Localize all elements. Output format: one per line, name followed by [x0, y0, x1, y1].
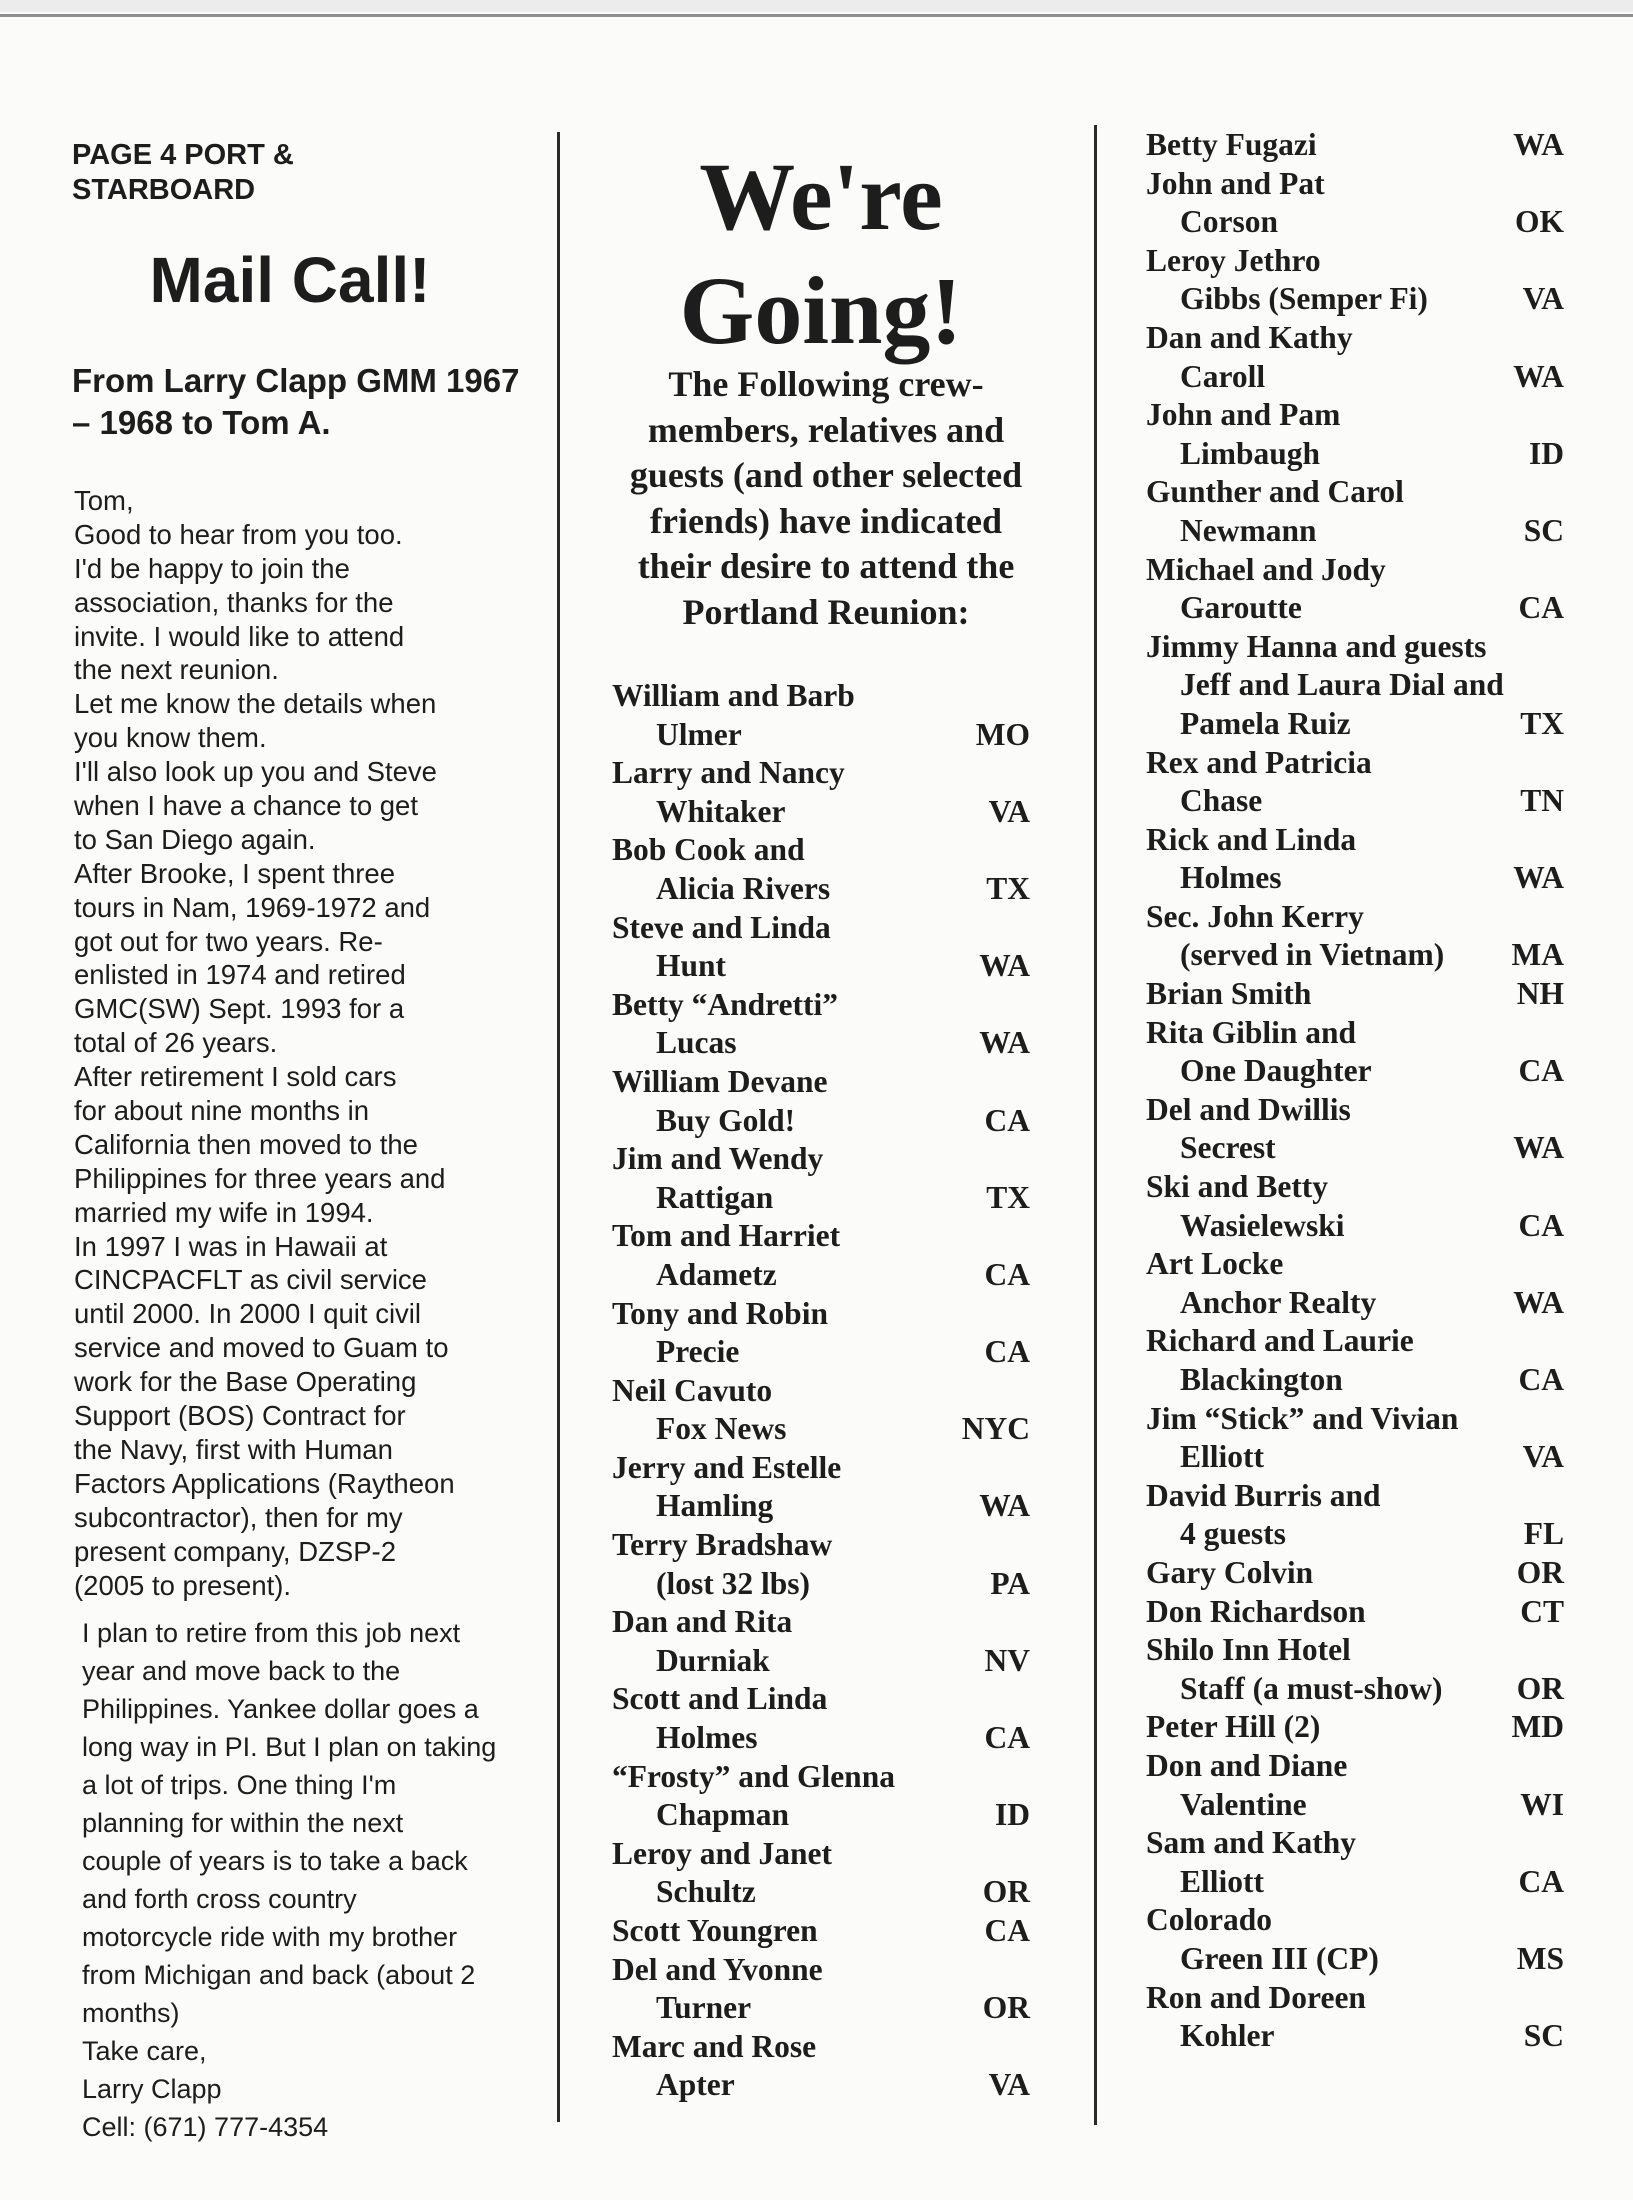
text-line: got out for two years. Re- — [74, 925, 383, 957]
attendee-entry — [1146, 1708, 1564, 1747]
attendee-state: CA — [984, 1913, 1030, 1948]
attendee-name: Dan and Rita — [612, 1604, 793, 1640]
attendee-name: Gary Colvin — [1146, 1554, 1314, 1590]
page-label: PAGE 4 PORT & STARBOARD — [72, 139, 294, 206]
column-divider-right — [1094, 125, 1097, 2125]
attendee-name-continued: Caroll — [1180, 358, 1266, 394]
attendee-name-continued: Fox News — [656, 1411, 787, 1447]
attendee-state: CA — [984, 1720, 1030, 1756]
attendee-state: SC — [1523, 512, 1564, 548]
text-line: planning for within the next — [82, 1808, 404, 1839]
attendee-state: VA — [1522, 281, 1564, 317]
attendee-name-continued: Green III (CP) — [1180, 1940, 1379, 1976]
attendee-entry — [612, 1140, 1030, 1217]
attendee-name: John and Pam — [1146, 397, 1341, 433]
attendee-name-continued: Elliott — [1180, 1439, 1264, 1475]
reunion-title — [582, 140, 1060, 368]
text-line: months) — [82, 1998, 180, 2029]
attendee-state: CA — [1518, 1362, 1564, 1397]
attendee-name: Brian Smith — [1146, 976, 1312, 1012]
attendee-entry — [1146, 821, 1564, 898]
attendee-state: ID — [994, 1797, 1030, 1833]
attendee-entry — [612, 1912, 1030, 1951]
attendee-name: Dan and Kathy — [1146, 319, 1353, 355]
attendee-name-continued: Precie — [656, 1334, 740, 1370]
text-line: After retirement I sold cars — [74, 1061, 397, 1093]
text-line: to San Diego again. — [74, 823, 316, 855]
attendee-state: WI — [1520, 1786, 1564, 1822]
attendee-state: CA — [1518, 1053, 1564, 1089]
attendee-state: WA — [1513, 358, 1564, 394]
attendee-name-continued: Rattigan — [656, 1179, 774, 1215]
attendee-entry — [1146, 1400, 1564, 1477]
attendee-state: CA — [1518, 1863, 1564, 1899]
attendee-state: OR — [982, 1990, 1030, 2026]
text-line: service and moved to Guam to — [74, 1332, 449, 1364]
attendee-entry — [1146, 1091, 1564, 1168]
attendee-name-continued: Ulmer — [656, 716, 742, 752]
attendee-entry — [612, 1295, 1030, 1372]
letter-main-text — [74, 484, 546, 1602]
attendee-name: Michael and Jody — [1146, 551, 1386, 587]
attendee-name: Richard and Laurie — [1146, 1323, 1414, 1359]
attendee-state: VA — [1522, 1439, 1564, 1475]
attendee-entry — [1146, 126, 1564, 165]
text-line: long way in PI. But I plan on taking — [82, 1732, 497, 1763]
attendee-name: Scott and Linda — [612, 1681, 828, 1717]
text-line: total of 26 years. — [74, 1027, 278, 1059]
attendee-entry — [612, 1449, 1030, 1526]
attendee-name: Neil Cavuto — [612, 1372, 773, 1408]
attendee-list-column-2 — [1146, 126, 1564, 2056]
attendee-name: Rita Giblin and — [1146, 1014, 1357, 1050]
attendee-name-continued: Schultz — [656, 1874, 756, 1910]
attendee-name: William Devane — [612, 1063, 828, 1099]
text-line: enlisted in 1974 and retired — [74, 959, 406, 991]
attendee-name: John and Pat — [1146, 165, 1325, 201]
attendee-entry — [1146, 628, 1564, 744]
attendee-name-continued: Secrest — [1180, 1130, 1276, 1166]
intro-line: members, relatives and — [647, 409, 1005, 450]
attendee-name: Jim and Wendy — [612, 1141, 824, 1177]
attendee-state: FL — [1523, 1516, 1564, 1552]
text-line: Good to hear from you too. — [74, 518, 403, 550]
text-line: GMC(SW) Sept. 1993 for a — [74, 993, 405, 1025]
attendee-name-continued: Whitaker — [656, 793, 786, 829]
column-divider-left — [557, 132, 560, 2122]
text-line: the Navy, first with Human — [74, 1433, 393, 1465]
attendee-name-continued: Newmann — [1180, 512, 1317, 548]
attendee-name-continued: Kohler — [1180, 2018, 1275, 2054]
attendee-name-continued: One Daughter — [1180, 1053, 1372, 1089]
intro-line: Portland Reunion: — [682, 591, 970, 632]
attendee-state: ID — [1528, 435, 1564, 471]
text-line: Let me know the details when — [74, 688, 437, 720]
text-line: present company, DZSP-2 — [74, 1535, 396, 1567]
attendee-entry — [612, 1951, 1030, 2028]
attendee-state: WA — [979, 948, 1030, 984]
attendee-name: Marc and Rose — [612, 2028, 817, 2064]
attendee-name-continued: Hamling — [656, 1488, 774, 1524]
attendee-name: Peter Hill (2) — [1146, 1709, 1321, 1745]
attendee-name: Shilo Inn Hotel — [1146, 1632, 1351, 1668]
text-line: a lot of trips. One thing I'm — [82, 1770, 397, 1801]
attendee-state: MA — [1511, 937, 1564, 973]
attendee-entry — [612, 1758, 1030, 1835]
attendee-name: Tom and Harriet — [612, 1218, 841, 1254]
attendee-name: Jimmy Hanna and guests — [1146, 628, 1487, 664]
text-line: until 2000. In 2000 I quit civil — [74, 1298, 422, 1330]
attendee-name: Don and Diane — [1146, 1747, 1348, 1783]
attendee-name-continued: Garoutte — [1180, 590, 1302, 626]
text-line: when I have a chance to get — [74, 790, 418, 822]
attendee-name-continued: Durniak — [656, 1642, 770, 1678]
attendee-entry — [1146, 1014, 1564, 1091]
attendee-entry — [1146, 396, 1564, 473]
text-line: Cell: (671) 777-4354 — [82, 2112, 329, 2143]
attendee-name: Scott Youngren — [612, 1913, 818, 1948]
attendee-entry — [612, 909, 1030, 986]
attendee-entry — [612, 831, 1030, 908]
scan-top-edge — [0, 0, 1633, 12]
text-line: from Michigan and back (about 2 — [82, 1960, 476, 1991]
text-line: subcontractor), then for my — [74, 1501, 403, 1533]
attendee-name: Steve and Linda — [612, 909, 831, 945]
attendee-state: WA — [1513, 127, 1564, 162]
attendee-name-continued: Lucas — [656, 1025, 737, 1061]
reunion-title-line-2: Going! — [679, 257, 963, 364]
attendee-name: Terry Bradshaw — [612, 1527, 833, 1563]
text-line: Support (BOS) Contract for — [74, 1400, 406, 1432]
attendee-name-continued: Pamela Ruiz — [1180, 705, 1351, 741]
text-line: married my wife in 1994. — [74, 1196, 374, 1228]
attendee-entry — [1146, 165, 1564, 242]
attendee-name-continued: Chapman — [656, 1797, 790, 1833]
text-line: you know them. — [74, 722, 267, 754]
attendee-state: VA — [988, 793, 1030, 829]
attendee-state: CA — [1518, 590, 1564, 626]
attendee-state: VA — [988, 2067, 1030, 2103]
text-line: Larry Clapp — [82, 2074, 222, 2105]
attendee-entry — [1146, 319, 1564, 396]
attendee-list-column-1 — [612, 677, 1030, 2105]
attendee-state: OK — [1514, 204, 1564, 240]
attendee-name-continued: Wasielewski — [1180, 1207, 1345, 1243]
text-line: the next reunion. — [74, 654, 279, 686]
attendee-entry — [1146, 1554, 1564, 1593]
attendee-entry — [612, 1217, 1030, 1294]
attendee-entry — [612, 1063, 1030, 1140]
attendee-name: Rex and Patricia — [1146, 744, 1372, 780]
reunion-intro — [606, 362, 1046, 635]
attendee-name: “Frosty” and Glenna — [612, 1758, 895, 1794]
text-line: year and move back to the — [82, 1656, 401, 1687]
attendee-entry — [1146, 1824, 1564, 1901]
attendee-state: MD — [1511, 1709, 1564, 1745]
intro-line: guests (and other selected — [629, 455, 1023, 495]
text-line: (2005 to present). — [74, 1569, 292, 1601]
attendee-name-continued: Limbaugh — [1180, 435, 1321, 471]
attendee-entry — [1146, 1631, 1564, 1708]
intro-line: friends) have indicated — [649, 500, 1002, 541]
attendee-name: Gunther and Carol — [1146, 474, 1404, 510]
attendee-state: TN — [1520, 783, 1564, 819]
attendee-state: SC — [1523, 2018, 1564, 2054]
intro-line: their desire to attend the — [637, 546, 1015, 586]
text-line: In 1997 I was in Hawaii at — [74, 1230, 388, 1262]
text-line: After Brooke, I spent three — [74, 857, 396, 889]
attendee-name-continued: Buy Gold! — [656, 1102, 796, 1138]
attendee-state: NH — [1516, 976, 1564, 1012]
attendee-name: Jerry and Estelle — [612, 1449, 842, 1485]
attendee-entry — [1146, 242, 1564, 319]
attendee-state: CT — [1520, 1593, 1564, 1629]
attendee-name: Rick and Linda — [1146, 821, 1357, 857]
attendee-entry — [1146, 1477, 1564, 1554]
attendee-state: WA — [979, 1488, 1030, 1524]
text-line: Take care, — [82, 2036, 207, 2067]
attendee-name-continued: Turner — [656, 1990, 752, 2026]
attendee-name: Del and Dwillis — [1146, 1091, 1351, 1127]
attendee-entry — [1146, 1593, 1564, 1632]
attendee-name: Art Locke — [1146, 1246, 1284, 1282]
text-line: invite. I would like to attend — [74, 620, 405, 652]
text-line: and forth cross country — [82, 1884, 357, 1915]
text-line: couple of years is to take a back — [82, 1846, 468, 1877]
text-line: I'd be happy to join the — [74, 552, 350, 584]
attendee-name-continued: Anchor Realty — [1180, 1284, 1377, 1320]
attendee-state: TX — [986, 1179, 1030, 1215]
attendee-state: NV — [984, 1642, 1030, 1678]
text-line: work for the Base Operating — [74, 1366, 417, 1398]
attendee-name-continued: Valentine — [1180, 1786, 1307, 1822]
attendee-name: Betty “Andretti” — [612, 986, 839, 1022]
attendee-name: Del and Yvonne — [612, 1951, 823, 1987]
attendee-name: Tony and Robin — [612, 1295, 828, 1331]
attendee-name: Sec. John Kerry — [1146, 898, 1364, 934]
attendee-entry — [612, 1680, 1030, 1757]
attendee-state: OR — [982, 1874, 1030, 1910]
attendee-entry — [1146, 1245, 1564, 1322]
attendee-state: NYC — [961, 1411, 1030, 1447]
attendee-entry — [1146, 975, 1564, 1014]
attendee-state: WA — [1513, 860, 1564, 896]
attendee-name: Bob Cook and — [612, 832, 805, 868]
attendee-state: WA — [1513, 1284, 1564, 1320]
letter-heading: From Larry Clapp GMM 1967 – 1968 to Tom A. — [72, 362, 520, 441]
mail-call-title: Mail Call! — [149, 244, 431, 316]
attendee-name: Betty Fugazi — [1146, 127, 1317, 162]
attendee-name: David Burris and — [1146, 1477, 1381, 1513]
attendee-name-continued: Staff (a must-show) — [1180, 1670, 1443, 1706]
attendee-entry — [1146, 1747, 1564, 1824]
reunion-title-line-1: We're — [699, 143, 943, 250]
attendee-entry — [612, 754, 1030, 831]
attendee-entry — [1146, 744, 1564, 821]
attendee-name-continued: Holmes — [656, 1720, 758, 1756]
text-line: motorcycle ride with my brother — [82, 1922, 458, 1953]
attendee-entry — [1146, 1979, 1564, 2056]
intro-line: The Following crew- — [668, 364, 984, 404]
text-line: for about nine months in — [74, 1095, 370, 1127]
attendee-state: MO — [975, 716, 1030, 752]
attendee-state: WA — [1513, 1130, 1564, 1166]
attendee-name-continued: (served in Vietnam) — [1180, 937, 1445, 973]
attendee-state: CA — [984, 1334, 1030, 1370]
attendee-state: PA — [990, 1565, 1030, 1601]
text-line: Philippines for three years and — [74, 1162, 446, 1194]
attendee-entry — [612, 1603, 1030, 1680]
attendee-name: Leroy Jethro — [1146, 242, 1321, 278]
attendee-entry — [1146, 1901, 1564, 1978]
attendee-entry — [612, 2028, 1030, 2105]
attendee-name: Jim “Stick” and Vivian — [1146, 1400, 1459, 1436]
attendee-entry — [612, 1835, 1030, 1912]
attendee-name-continued: Apter — [656, 2067, 735, 2103]
attendee-name-continued: Hunt — [656, 948, 727, 984]
attendee-name-continued: Chase — [1180, 783, 1263, 819]
attendee-name-continued: Gibbs (Semper Fi) — [1180, 281, 1428, 317]
attendee-state: CA — [1518, 1207, 1564, 1243]
attendee-entry — [1146, 1168, 1564, 1245]
attendee-name-continued: (lost 32 lbs) — [656, 1565, 811, 1601]
attendee-name-continued: Holmes — [1180, 860, 1282, 896]
attendee-name: Ski and Betty — [1146, 1169, 1329, 1205]
letter-closing-text — [74, 1614, 546, 2146]
attendee-name: Don Richardson — [1146, 1593, 1366, 1629]
text-line: association, thanks for the — [74, 586, 394, 618]
attendee-state: CA — [984, 1256, 1030, 1292]
top-border-line — [0, 14, 1633, 17]
attendee-entry — [1146, 1322, 1564, 1399]
text-line: California then moved to the — [74, 1128, 418, 1160]
attendee-name: Larry and Nancy — [612, 755, 845, 791]
attendee-state: TX — [986, 870, 1030, 906]
attendee-name-continued: Corson — [1180, 204, 1279, 240]
text-line: I plan to retire from this job next — [82, 1618, 461, 1649]
attendee-name: Leroy and Janet — [612, 1835, 832, 1871]
attendee-name-continued: 4 guests — [1180, 1516, 1286, 1552]
attendee-entry — [612, 986, 1030, 1063]
text-line: tours in Nam, 1969-1972 and — [74, 891, 431, 923]
attendee-name-continued: Blackington — [1180, 1362, 1343, 1397]
attendee-state: WA — [979, 1025, 1030, 1061]
attendee-name: Ron and Doreen — [1146, 1979, 1366, 2015]
attendee-state: OR — [1516, 1670, 1564, 1706]
attendee-entry — [612, 1526, 1030, 1603]
text-line: I'll also look up you and Steve — [74, 756, 437, 788]
text-line: Factors Applications (Raytheon — [74, 1467, 455, 1499]
attendee-name: William and Barb — [612, 678, 855, 713]
attendee-name-continued: Jeff and Laura Dial and — [1180, 667, 1504, 703]
attendee-state: MS — [1516, 1940, 1564, 1976]
text-line: Tom, — [74, 485, 134, 516]
attendee-entry — [1146, 473, 1564, 550]
attendee-state: TX — [1520, 705, 1564, 741]
attendee-name: Colorado — [1146, 1902, 1272, 1938]
attendee-state: CA — [984, 1102, 1030, 1138]
attendee-entry — [1146, 551, 1564, 628]
attendee-name-continued: Adametz — [656, 1256, 777, 1292]
attendee-entry — [1146, 898, 1564, 975]
text-line: CINCPACFLT as civil service — [74, 1264, 427, 1296]
attendee-entry — [612, 677, 1030, 754]
attendee-name: Sam and Kathy — [1146, 1825, 1357, 1861]
attendee-name-continued: Alicia Rivers — [656, 870, 831, 906]
letter-body — [74, 484, 546, 2146]
attendee-name-continued: Elliott — [1180, 1863, 1264, 1899]
attendee-state: OR — [1516, 1554, 1564, 1590]
text-line: Philippines. Yankee dollar goes a — [82, 1694, 479, 1725]
attendee-entry — [612, 1372, 1030, 1449]
